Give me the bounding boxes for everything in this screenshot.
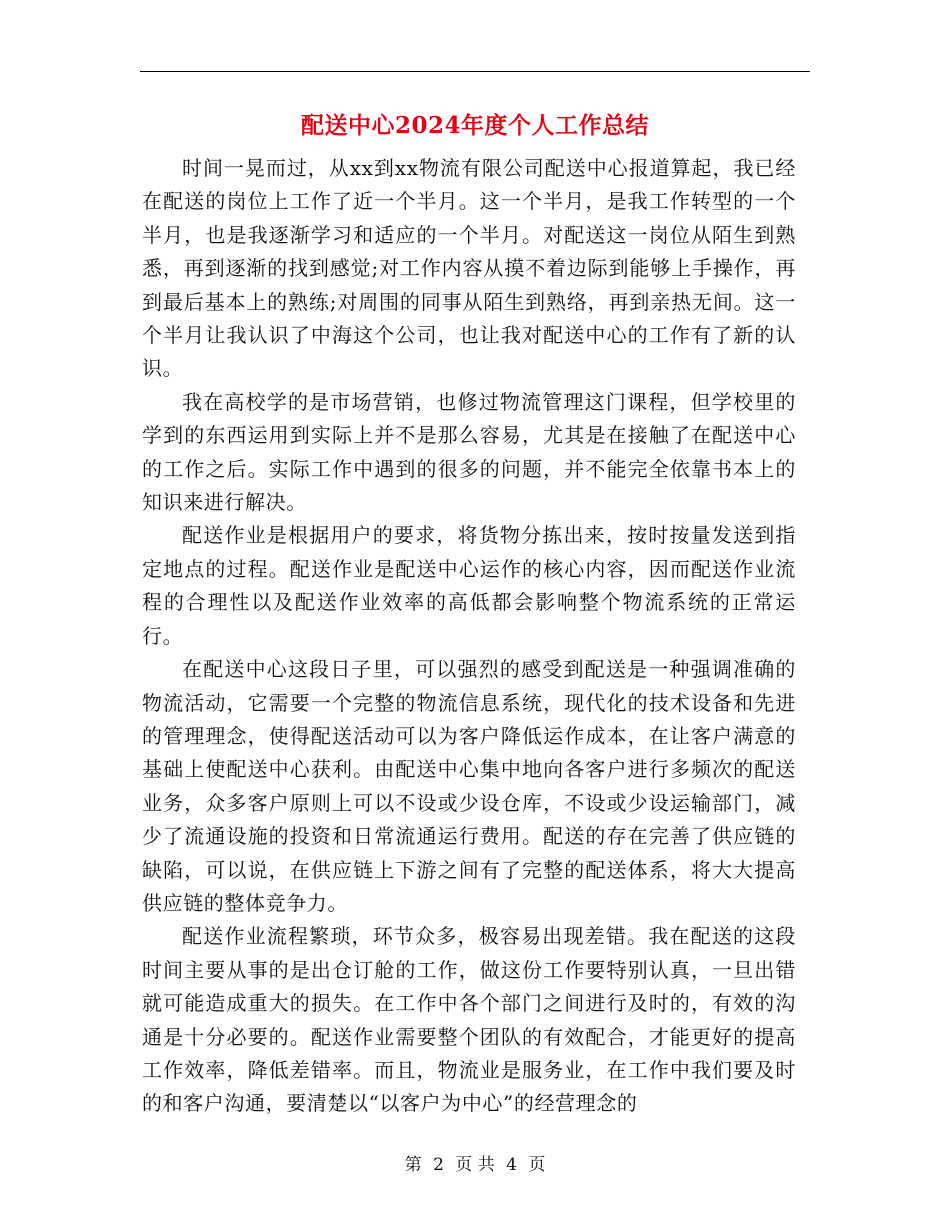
- footer-total-pages: 4: [506, 1155, 517, 1175]
- paragraph-1: 时间一晃而过，从xx到xx物流有限公司配送中心报道算起，我已经在配送的岗位上工作了近一个半月。这一个半月，是我工作转型的一个半月，也是我逐渐学习和适应的一个半月。对配送这一岗位从陌生到熟悉，再到逐渐的找到感觉;对工作内容从摸不着边际到能够上手操作，再到最后基本上的熟练;对周围的同事从陌生到熟络，再到亲热无间。这一个半月让我认识了中海这个公司，也让我对配送中心的工作有了新的认识。: [142, 156, 796, 381]
- document-title: 配送中心2024年度个人工作总结: [300, 112, 649, 139]
- paragraph-3: 配送作业是根据用户的要求，将货物分拣出来，按时按量发送到指定地点的过程。配送作业是配送中心运作的核心内容，因而配送作业流程的合理性以及配送作业效率的高低都会影响整个物流系统的正常运行。: [142, 523, 796, 648]
- paragraph-4: 在配送中心这段日子里，可以强烈的感受到配送是一种强调准确的物流活动，它需要一个完整的物流信息系统，现代化的技术设备和先进的管理理念，使得配送活动可以为客户降低运作成本，在让客户满意的基础上使配送中心获利。由配送中心集中地向各客户进行多频次的配送业务，众多客户原则上可以不设或少设仓库，不设或少设运输部门，减少了流通设施的投资和日常流通运行费用。配送的存在完善了供应链的缺陷，可以说，在供应链上下游之间有了完整的配送体系，将大大提高供应链的整体竞争力。: [142, 657, 796, 915]
- document-body: [142, 152, 796, 1121]
- paragraph-5: 配送作业流程繁琐，环节众多，极容易出现差错。我在配送的这段时间主要从事的是出仓订舱的工作，做这份工作要特别认真，一旦出错就可能造成重大的损失。在工作中各个部门之间进行及时的，有效的沟通是十分必要的。配送作业需要整个团队的有效配合，才能更好的提高工作效率，降低差错率。而且，物流业是服务业，在工作中我们要及时的和客户沟通，要清楚以“以客户为中心”的经营理念的: [142, 924, 796, 1116]
- page-footer: [0, 1153, 950, 1177]
- footer-prefix: 第: [404, 1155, 422, 1175]
- header-rule: [140, 71, 810, 72]
- footer-page-number: 2: [433, 1155, 444, 1175]
- paragraph-2: 我在高校学的是市场营销，也修过物流管理这门课程，但学校里的学到的东西运用到实际上并不是那么容易，尤其是在接触了在配送中心的工作之后。实际工作中遇到的很多的问题，并不能完全依靠书本上的知识来进行解决。: [142, 389, 796, 515]
- footer-suffix: 页: [528, 1155, 546, 1175]
- footer-middle: 页 共: [455, 1155, 495, 1175]
